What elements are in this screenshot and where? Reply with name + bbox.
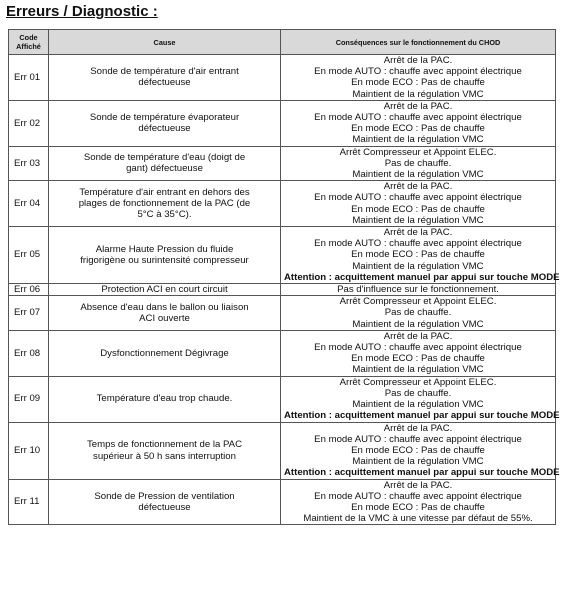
consequences-cell	[281, 422, 560, 479]
consequence-line: Arrêt de la PAC.	[383, 479, 453, 491]
cause-line: Dysfonctionnement Dégivrage	[100, 347, 229, 359]
consequence-line: Pas d'influence sur le fonctionnement.	[337, 284, 499, 296]
consequence-line: Maintient de la régulation VMC	[352, 88, 484, 100]
table-row	[9, 284, 556, 296]
table-row	[9, 376, 556, 422]
consequence-line: Arrêt de la PAC.	[383, 181, 453, 193]
cause-cell	[49, 296, 281, 331]
consequence-line: Arrêt de la PAC.	[383, 422, 453, 434]
consequence-line: En mode ECO : Pas de chauffe	[351, 501, 485, 513]
cause-line: ACI ouverte	[139, 313, 190, 325]
consequence-line: En mode AUTO : chauffe avec appoint électrique	[314, 192, 522, 204]
consequence-line: En mode ECO : Pas de chauffe	[351, 249, 485, 261]
cause-cell	[49, 100, 281, 146]
consequence-line: En mode AUTO : chauffe avec appoint électrique	[314, 342, 522, 354]
error-code-cell: Err 01	[9, 55, 49, 101]
warning-line: Attention : acquittement manuel par appui sur touche MODE	[284, 410, 560, 422]
cause-line: Temps de fonctionnement de la PAC	[86, 439, 242, 451]
consequence-line: Maintient de la régulation VMC	[352, 456, 484, 468]
error-code-cell: Err 08	[9, 330, 49, 376]
consequences-cell	[281, 296, 556, 331]
header-cause: Cause	[49, 30, 281, 55]
table-row	[9, 55, 556, 101]
consequence-line: Maintient de la régulation VMC	[352, 169, 484, 181]
consequence-line: Maintient de la régulation VMC	[352, 399, 484, 411]
consequence-line: Pas de chauffe.	[384, 307, 452, 319]
error-code-cell: Err 03	[9, 146, 49, 181]
header-code-line: Affiché	[16, 42, 41, 51]
consequence-line: Maintient de la régulation VMC	[352, 364, 484, 376]
consequences-cell	[281, 376, 560, 422]
error-code-cell: Err 07	[9, 296, 49, 331]
cause-cell	[49, 146, 281, 181]
cause-line: 5°C à 35°C).	[137, 209, 192, 221]
consequence-line: Arrêt de la PAC.	[383, 100, 453, 112]
consequence-line: Maintient de la régulation VMC	[352, 318, 484, 330]
consequence-line: Arrêt de la PAC.	[383, 227, 453, 239]
cause-cell	[49, 422, 281, 479]
table-header-row	[9, 30, 556, 55]
consequences-cell	[281, 284, 556, 296]
page-title: Erreurs / Diagnostic :	[6, 3, 158, 20]
cause-line: défectueuse	[138, 77, 191, 89]
table-row	[9, 330, 556, 376]
consequence-line: Pas de chauffe.	[384, 157, 452, 169]
cause-cell	[49, 55, 281, 101]
consequences-cell	[281, 55, 556, 101]
table-row	[9, 181, 556, 227]
cause-line: Absence d'eau dans le ballon ou liaison	[80, 301, 249, 313]
consequences-cell	[281, 227, 560, 284]
consequence-line: En mode AUTO : chauffe avec appoint électrique	[314, 66, 522, 78]
header-code	[9, 30, 49, 55]
warning-line: Attention : acquittement manuel par appui sur touche MODE	[284, 467, 560, 479]
consequence-line: Maintient de la régulation VMC	[352, 134, 484, 146]
consequence-line: En mode AUTO : chauffe avec appoint électrique	[314, 433, 522, 445]
cause-line: Protection ACI en court circuit	[101, 284, 228, 296]
cause-line: plages de fonctionnement de la PAC (de	[78, 198, 251, 210]
cause-cell	[49, 376, 281, 422]
consequence-line: Arrêt de la PAC.	[383, 330, 453, 342]
cause-cell	[49, 227, 281, 284]
consequence-line: Pas de chauffe.	[384, 387, 452, 399]
consequences-cell	[281, 181, 556, 227]
cause-cell	[49, 479, 281, 525]
consequence-line: En mode ECO : Pas de chauffe	[351, 353, 485, 365]
cause-line: Température d'eau trop chaude.	[96, 393, 233, 405]
cause-line: Alarme Haute Pression du fluide	[95, 243, 234, 255]
consequences-cell	[281, 479, 556, 525]
consequence-line: Arrêt Compresseur et Appoint ELEC.	[339, 296, 497, 308]
error-code-cell: Err 05	[9, 227, 49, 284]
cause-line: supérieur à 50 h sans interruption	[93, 450, 236, 462]
cause-line: défectueuse	[138, 123, 191, 135]
consequence-line: En mode AUTO : chauffe avec appoint électrique	[314, 490, 522, 502]
cause-line: Sonde de température d'air entrant	[90, 66, 239, 78]
cause-line: défectueuse	[138, 501, 191, 513]
error-code-cell: Err 04	[9, 181, 49, 227]
consequence-line: Maintient de la régulation VMC	[352, 214, 484, 226]
consequence-line: En mode AUTO : chauffe avec appoint électrique	[314, 112, 522, 124]
table-row	[9, 296, 556, 331]
consequence-line: En mode ECO : Pas de chauffe	[351, 123, 485, 135]
table-row	[9, 227, 556, 284]
error-diagnostic-table	[8, 29, 560, 525]
cause-cell	[49, 284, 281, 296]
consequences-cell	[281, 146, 556, 181]
cause-line: Sonde de température évaporateur	[89, 112, 240, 124]
header-code-line: Code	[19, 33, 38, 42]
error-code-cell: Err 02	[9, 100, 49, 146]
consequences-cell	[281, 100, 556, 146]
error-code-cell: Err 09	[9, 376, 49, 422]
cause-line: Sonde de température d'eau (doigt de	[83, 152, 246, 164]
consequence-line: En mode ECO : Pas de chauffe	[351, 77, 485, 89]
error-code-cell: Err 10	[9, 422, 49, 479]
header-consequences: Conséquences sur le fonctionnement du CHOD	[281, 30, 556, 55]
table-row	[9, 479, 556, 525]
consequence-line: Arrêt Compresseur et Appoint ELEC.	[339, 146, 497, 158]
consequence-line: Maintient de la VMC à une vitesse par défaut de 55%.	[303, 513, 533, 525]
consequence-line: Arrêt de la PAC.	[383, 55, 453, 66]
consequence-line: Arrêt Compresseur et Appoint ELEC.	[339, 376, 497, 388]
cause-line: gant) défectueuse	[126, 163, 203, 175]
table-row	[9, 422, 556, 479]
consequence-line: En mode AUTO : chauffe avec appoint électrique	[314, 238, 522, 250]
warning-line: Attention : acquittement manuel par appui sur touche MODE	[284, 271, 560, 283]
cause-cell	[49, 330, 281, 376]
consequence-line: Maintient de la régulation VMC	[352, 260, 484, 272]
cause-line: Sonde de Pression de ventilation	[94, 490, 235, 502]
consequence-line: En mode ECO : Pas de chauffe	[351, 444, 485, 456]
cause-line: Température d'air entrant en dehors des	[79, 186, 250, 198]
consequence-line: En mode ECO : Pas de chauffe	[351, 203, 485, 215]
error-code-cell: Err 11	[9, 479, 49, 525]
cause-line: frigorigène ou surintensité compresseur	[80, 255, 249, 267]
consequences-cell	[281, 330, 556, 376]
table-row	[9, 100, 556, 146]
error-code-cell: Err 06	[9, 284, 49, 296]
table-row	[9, 146, 556, 181]
cause-cell	[49, 181, 281, 227]
